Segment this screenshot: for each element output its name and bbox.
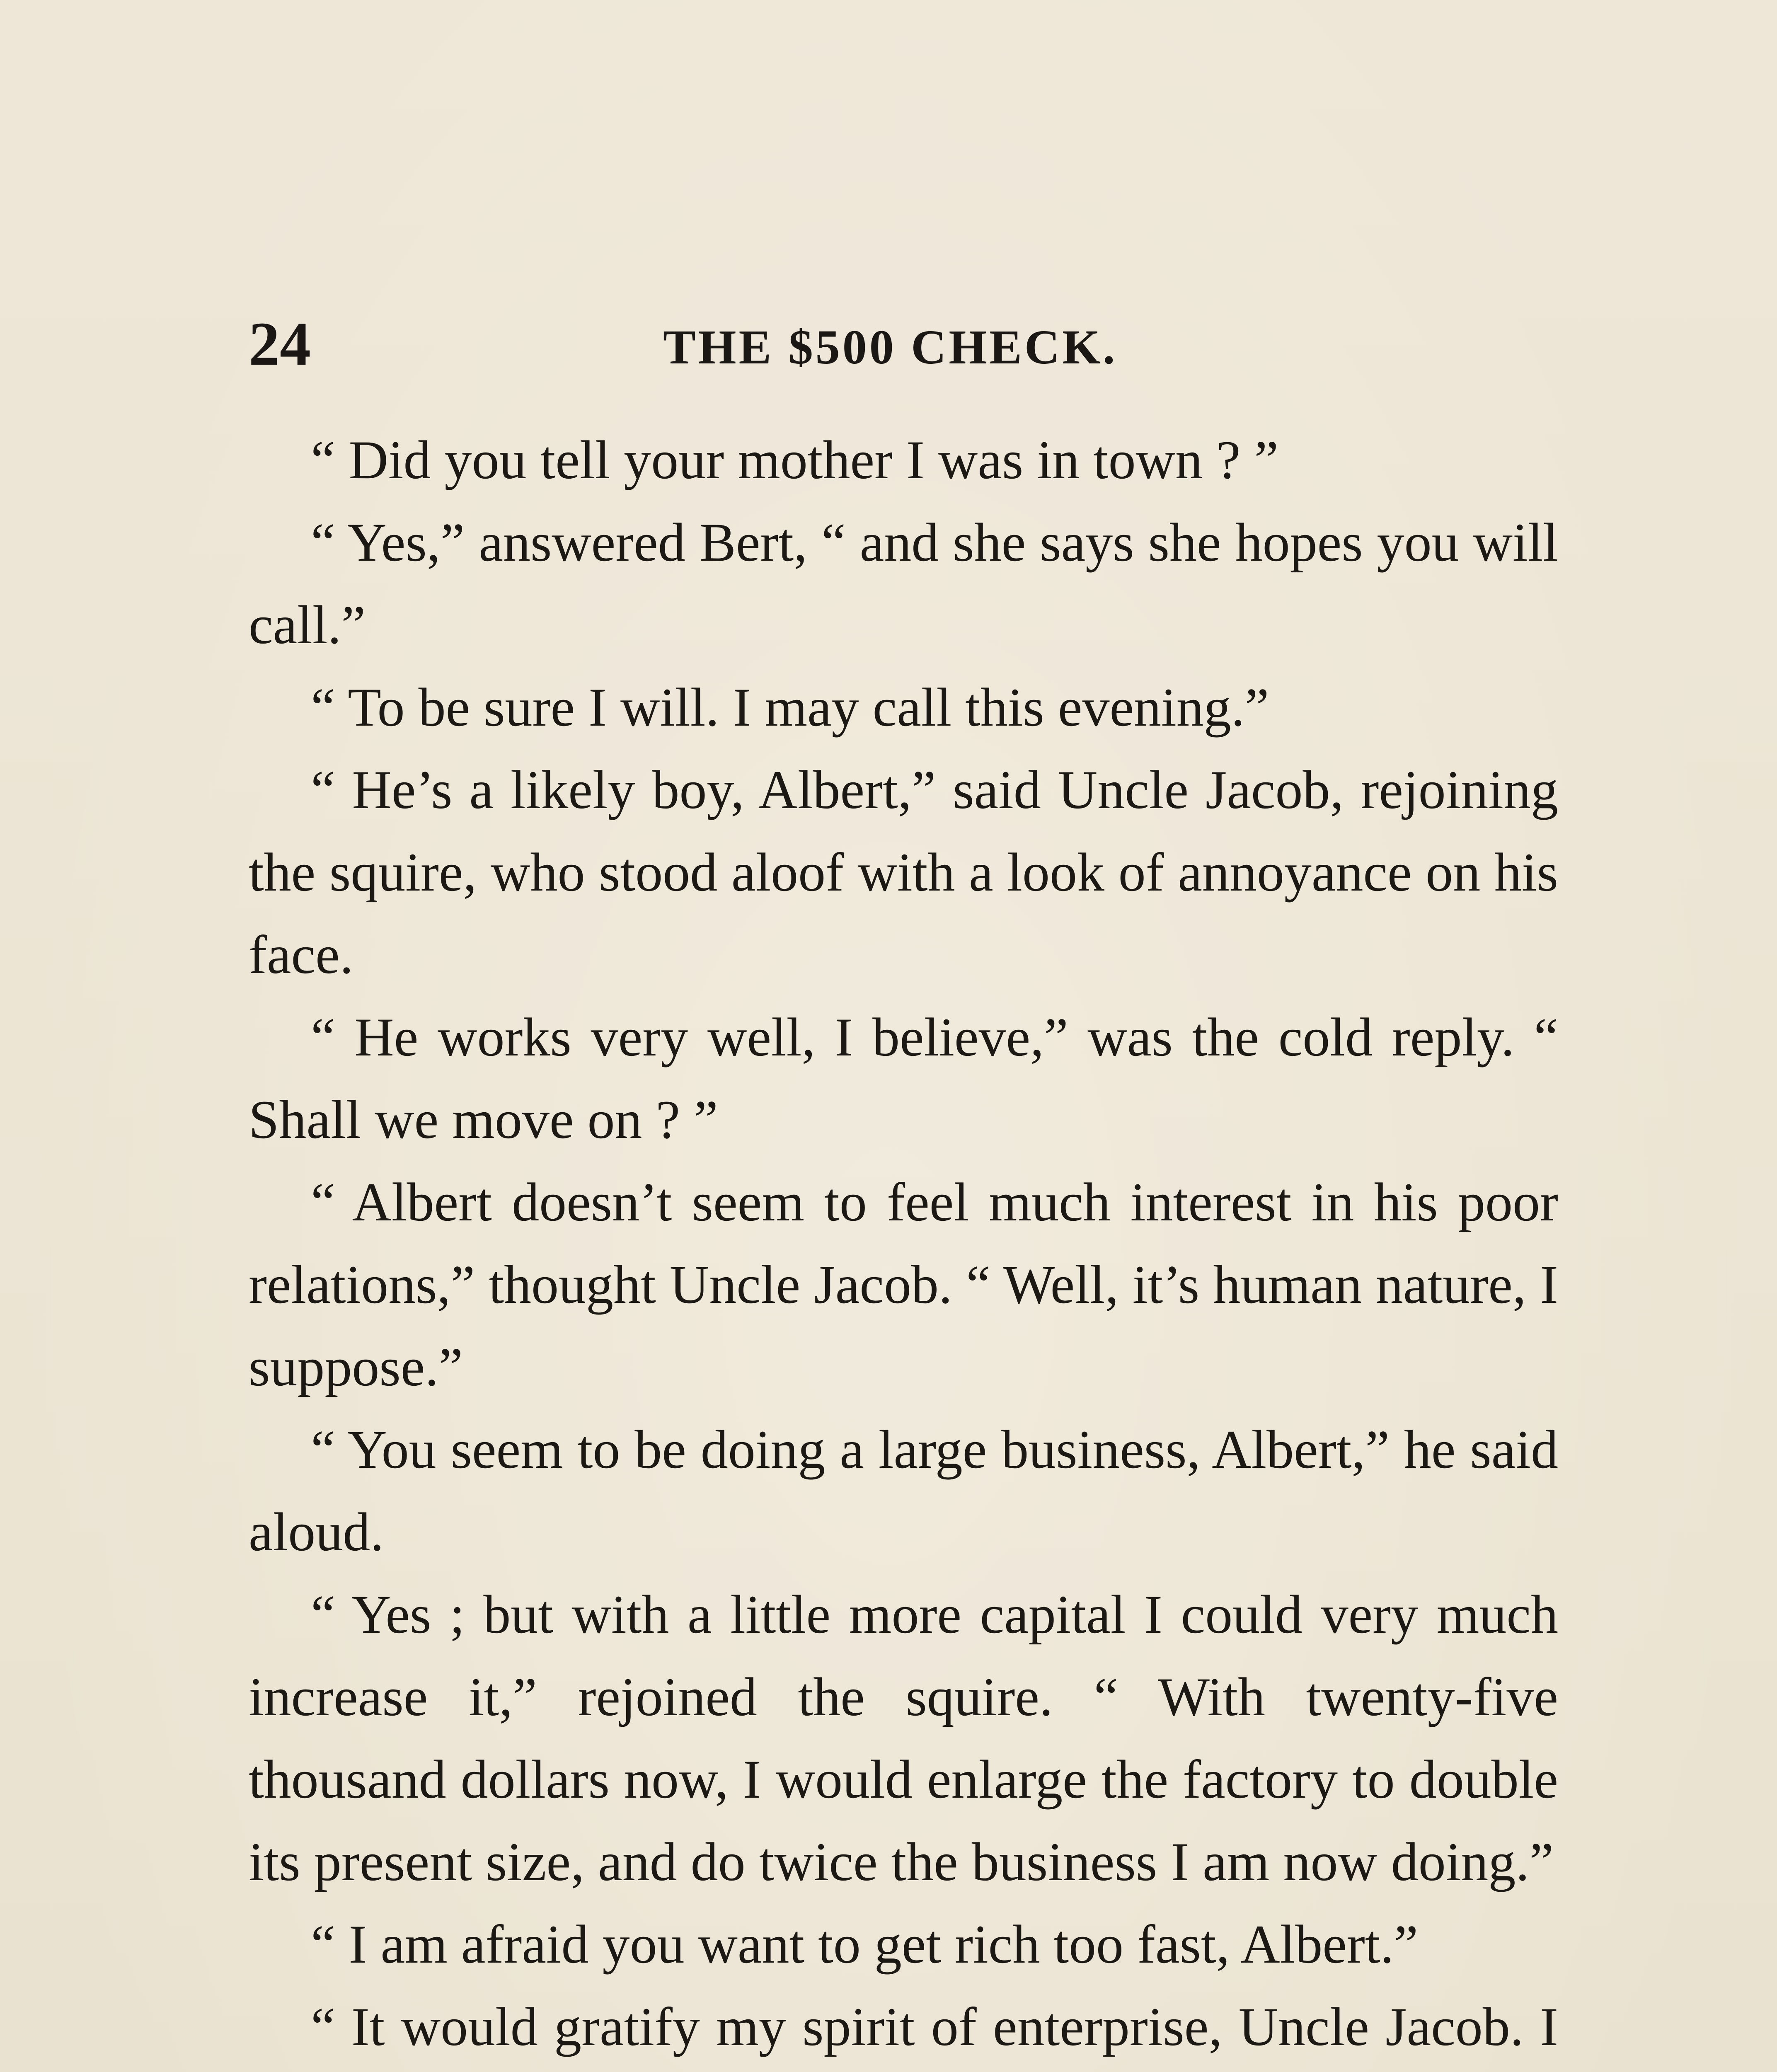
paragraph: “ It would gratify my spirit of enterprise, Uncle Jacob. I <box>311 1996 1558 2057</box>
paragraph: “ He works very well, I believe,” was the cold reply. “ Shall we move on ? ” <box>249 1007 1558 1150</box>
page-header <box>249 307 1558 390</box>
paragraph: “ To be sure I will. I may call this evening.” <box>311 677 1269 738</box>
paragraph: “ I am afraid you want to get rich too fast, Albert.” <box>311 1914 1419 1975</box>
paragraph: “ Yes ; but with a little more capital I could very much increase it,” rejoined the squire. “ With twenty-five thousand dollars now, I would enlarge the factory to double its present size, and do twice the business I am now doing.” <box>249 1584 1558 1892</box>
page-number: 24 <box>249 310 311 378</box>
running-title: THE $500 CHECK. <box>663 320 1118 374</box>
body-text <box>249 419 1558 2072</box>
paragraph: “ Did you tell your mother I was in town ? ” <box>311 429 1279 490</box>
paragraph: “ Albert doesn’t seem to feel much interest in his poor relations,” thought Uncle Jacob. “ Well, it’s human nature, I suppose.” <box>249 1172 1558 1397</box>
paragraph: “ He’s a likely boy, Albert,” said Uncle Jacob, rejoining the squire, who stood aloof with a look of annoyance on his face. <box>249 759 1558 985</box>
paragraph: “ You seem to be doing a large business, Albert,” he said aloud. <box>249 1419 1558 1562</box>
paragraph: “ Yes,” answered Bert, “ and she says she hopes you will call.” <box>249 512 1558 655</box>
